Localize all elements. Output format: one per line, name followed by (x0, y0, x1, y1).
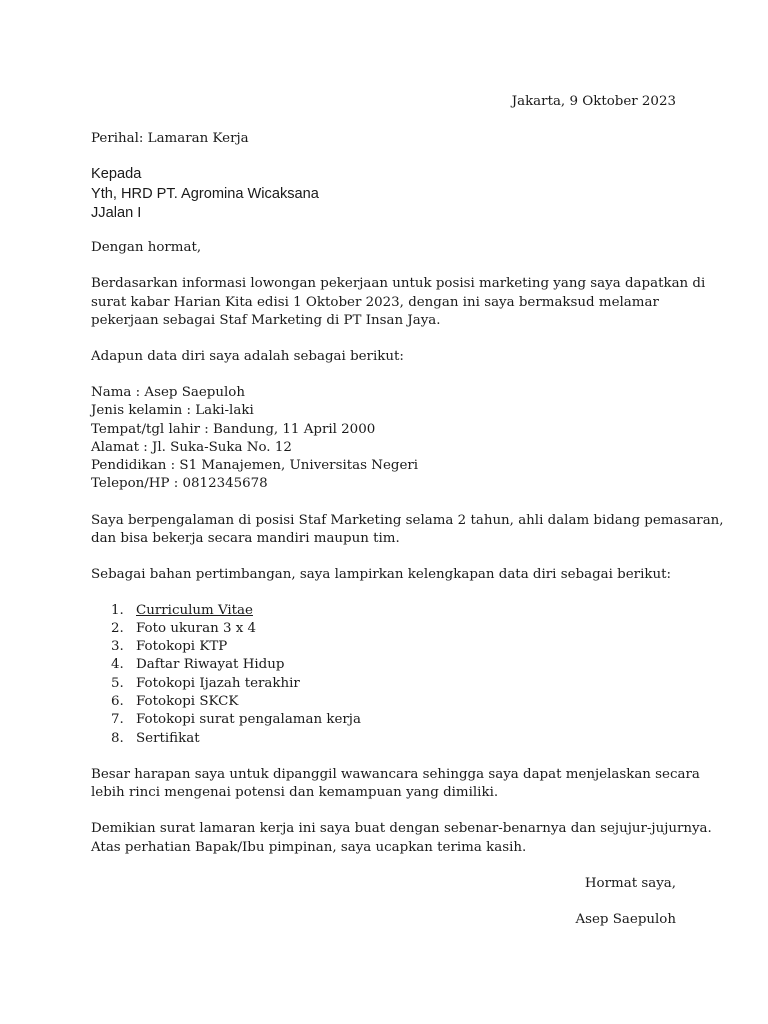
personal-data-birth: Tempat/tgl lahir : Bandung, 11 April 2000 (91, 422, 376, 437)
recipient-label: Kepada (91, 166, 142, 182)
list-item-number: 3. (111, 639, 124, 654)
hope-line-2: lebih rinci mengenai potensi dan kemampuan yang dimiliki. (91, 785, 499, 800)
list-item-number: 1. (111, 603, 124, 618)
list-item-curriculum-vitae: Curriculum Vitae (136, 603, 253, 618)
list-item-number: 6. (111, 694, 124, 709)
list-item-number: 8. (111, 731, 124, 746)
list-item-cv-history: Daftar Riwayat Hidup (136, 657, 285, 672)
signature-name: Asep Saepuloh (575, 912, 676, 927)
intro-line-2: surat kabar Harian Kita edisi 1 Oktober 2023, dengan ini saya bermaksud melamar (91, 295, 659, 310)
list-item-ktp: Fotokopi KTP (136, 639, 228, 654)
intro-line-3: pekerjaan sebagai Staf Marketing di PT Insan Jaya. (91, 313, 441, 328)
subject-line: Perihal: Lamaran Kerja (91, 131, 249, 146)
experience-line-2: dan bisa bekerja secara mandiri maupun tim. (91, 531, 400, 546)
list-item-number: 7. (111, 712, 124, 727)
attachments-intro: Sebagai bahan pertimbangan, saya lampirkan kelengkapan data diri sebagai berikut: (91, 567, 671, 582)
personal-data-phone: Telepon/HP : 0812345678 (91, 476, 268, 491)
list-item-number: 2. (111, 621, 124, 636)
hope-line-1: Besar harapan saya untuk dipanggil wawancara sehingga saya dapat menjelaskan secara (91, 767, 700, 782)
list-item-skck: Fotokopi SKCK (136, 694, 239, 709)
list-item-photo: Foto ukuran 3 x 4 (136, 621, 257, 636)
list-item-number: 4. (111, 657, 124, 672)
experience-line-1: Saya berpengalaman di posisi Staf Marketing selama 2 tahun, ahli dalam bidang pemasaran, (91, 513, 724, 528)
list-item-number: 5. (111, 676, 124, 691)
list-item-certificate: Sertifikat (136, 731, 200, 746)
personal-data-address: Alamat : Jl. Suka-Suka No. 12 (91, 440, 292, 455)
closing-line-1: Demikian surat lamaran kerja ini saya buat dengan sebenar-benarnya dan sejujur-jujurnya. (91, 821, 712, 836)
personal-data-education: Pendidikan : S1 Manajemen, Universitas Negeri (91, 458, 419, 473)
intro-line-1: Berdasarkan informasi lowongan pekerjaan untuk posisi marketing yang saya dapatkan di (91, 276, 706, 291)
list-item-work-experience: Fotokopi surat pengalaman kerja (136, 712, 361, 727)
greeting: Dengan hormat, (91, 240, 202, 255)
recipient-address: JJalan I (91, 205, 142, 221)
sign-off: Hormat saya, (584, 876, 676, 891)
personal-data-name: Nama : Asep Saepuloh (91, 385, 245, 400)
data-intro: Adapun data diri saya adalah sebagai berikut: (91, 349, 404, 364)
list-item-diploma: Fotokopi Ijazah terakhir (136, 676, 300, 691)
closing-line-2: Atas perhatian Bapak/Ibu pimpinan, saya ucapkan terima kasih. (91, 840, 527, 855)
recipient-company: Yth, HRD PT. Agromina Wicaksana (91, 186, 319, 202)
personal-data-gender: Jenis kelamin : Laki-laki (91, 403, 254, 418)
place-date: Jakarta, 9 Oktober 2023 (511, 94, 676, 109)
